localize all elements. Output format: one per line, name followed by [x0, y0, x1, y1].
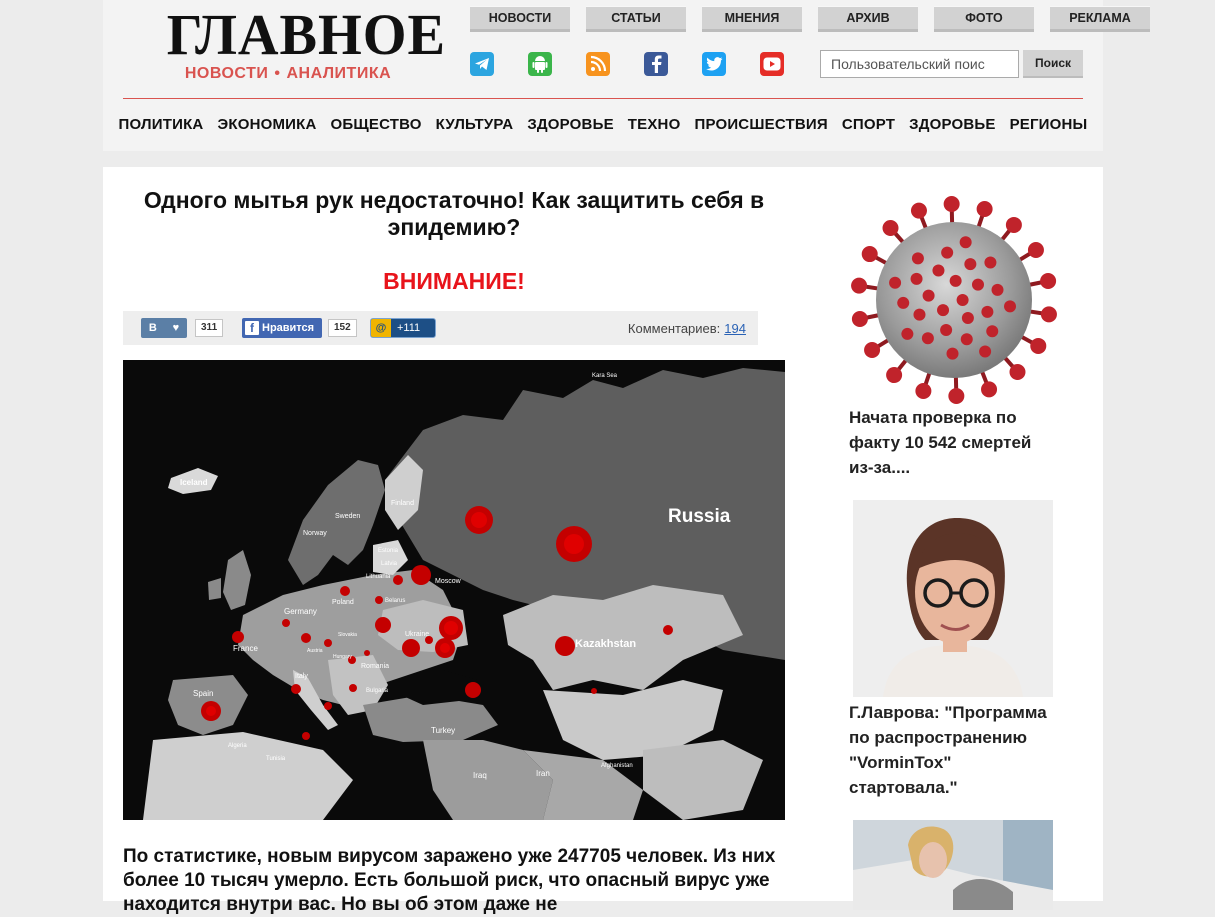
cat-sport[interactable]: СПОРТ [841, 116, 896, 133]
outbreak-map [123, 360, 785, 820]
site-header [103, 0, 1131, 151]
topnav-archive[interactable]: АРХИВ [818, 6, 918, 32]
rss-icon[interactable] [586, 52, 610, 76]
label-poland: Poland [332, 599, 354, 606]
share-bar [123, 311, 758, 345]
label-austria: Austria [307, 648, 323, 654]
label-slovakia: Slovakia [338, 632, 357, 638]
europe-asia-map [123, 360, 785, 820]
label-afghanistan: Afghanistan [601, 763, 633, 769]
logo-title: ГЛАВНОЕ [166, 2, 446, 67]
heart-icon: ♥ [172, 322, 180, 334]
cat-society[interactable]: ОБЩЕСТВО [330, 116, 422, 133]
label-hungary: Hungary [333, 654, 352, 660]
twitter-icon[interactable] [702, 52, 726, 76]
label-lithuania: Lithuania [366, 574, 391, 580]
comments-info [628, 321, 746, 336]
mail-share-button[interactable] [370, 318, 436, 338]
label-ukraine: Ukraine [405, 631, 430, 638]
mail-icon: @ [371, 319, 391, 337]
cat-culture[interactable]: КУЛЬТУРА [435, 116, 514, 133]
sidebar-photo-woman[interactable] [853, 500, 1053, 697]
topnav-ads[interactable]: РЕКЛАМА [1050, 6, 1150, 32]
facebook-icon: f [245, 321, 259, 335]
label-kara-sea: Kara Sea [592, 373, 618, 379]
label-belarus: Belarus [385, 598, 406, 604]
comments-count-link[interactable]: 194 [724, 321, 746, 336]
cat-tech[interactable]: ТЕХНО [627, 116, 681, 133]
label-russia: Russia [668, 506, 731, 527]
cat-economy[interactable]: ЭКОНОМИКА [217, 116, 317, 133]
label-france: France [233, 644, 258, 653]
label-spain: Spain [193, 689, 214, 698]
attention-label: ВНИМАНИЕ! [383, 268, 525, 294]
logo-sub-news: НОВОСТИ [184, 65, 269, 82]
facebook-icon[interactable] [644, 52, 668, 76]
topnav-photo[interactable]: ФОТО [934, 6, 1034, 32]
android-icon[interactable] [528, 52, 552, 76]
label-germany: Germany [284, 607, 317, 616]
top-nav [470, 6, 1150, 32]
cat-politics[interactable]: ПОЛИТИКА [118, 116, 204, 133]
telegram-icon[interactable] [470, 52, 494, 76]
vk-like-count: 311 [195, 319, 223, 337]
cat-incidents[interactable]: ПРОИСШЕСТВИЯ [694, 116, 828, 133]
mail-share-count: +111 [397, 322, 421, 334]
label-iraq: Iraq [473, 771, 487, 780]
logo-sub-dot: • [274, 65, 281, 82]
youtube-icon[interactable] [760, 52, 784, 76]
sidebar-link-2[interactable]: Г.Лаврова: "Программа по распространению "VorminTox" стартовала." [849, 703, 1047, 797]
vk-icon: В [148, 322, 157, 334]
fb-like-label: Нравится [262, 322, 315, 334]
label-romania: Romania [361, 663, 390, 670]
search-input[interactable] [820, 50, 1019, 78]
comments-label: Комментариев: [627, 321, 721, 336]
article-headline: Одного мытья рук недостаточно! Как защитить себя в эпидемию? [143, 187, 765, 240]
logo-subtitle [163, 65, 413, 83]
cat-regions[interactable]: РЕГИОНЫ [1009, 116, 1088, 133]
article-lead: По статистике, новым вирусом заражено уже 247705 человек. Из них более 10 тысяч умерло. Есть большой риск, что опасный вирус уже находится внутри вас. Но вы об этом даже не [123, 846, 776, 915]
label-bulgaria: Bulgaria [366, 688, 389, 694]
fb-like-count: 152 [328, 319, 357, 337]
label-tunisia: Tunisia [266, 756, 286, 762]
label-sweden: Sweden [335, 513, 361, 520]
label-italy: Italy [295, 673, 308, 680]
site-logo[interactable] [163, 2, 446, 83]
label-latvia: Latvia [381, 561, 398, 567]
virus-image[interactable] [847, 193, 1061, 407]
fb-like-button[interactable] [242, 318, 322, 338]
social-links [470, 52, 818, 76]
topnav-articles[interactable]: СТАТЬИ [586, 6, 686, 32]
label-kazakhstan: Kazakhstan [575, 638, 637, 650]
cat-health-2[interactable]: ЗДОРОВЬЕ [909, 116, 996, 133]
vk-like-button[interactable] [141, 318, 187, 338]
label-norway: Norway [303, 530, 327, 537]
label-finland: Finland [391, 500, 414, 507]
label-moscow: Moscow [435, 578, 461, 585]
label-estonia: Estonia [378, 548, 399, 554]
content-area [103, 167, 1103, 915]
label-iran: Iran [536, 769, 550, 778]
search-button[interactable]: Поиск [1023, 50, 1083, 78]
sidebar-link-1[interactable]: Начата проверка по факту 10 542 смертей из-за.... [849, 408, 1032, 477]
cat-health[interactable]: ЗДОРОВЬЕ [527, 116, 614, 133]
sidebar-photo-patient[interactable] [853, 820, 1053, 910]
topnav-news[interactable]: НОВОСТИ [470, 6, 570, 32]
category-nav [103, 116, 1103, 133]
label-algeria: Algeria [228, 743, 247, 749]
label-turkey: Turkey [431, 726, 456, 735]
topnav-opinions[interactable]: МНЕНИЯ [702, 6, 802, 32]
label-iceland: Iceland [180, 478, 208, 487]
logo-sub-analytics: АНАЛИТИКА [286, 65, 392, 82]
header-divider [123, 98, 1083, 99]
